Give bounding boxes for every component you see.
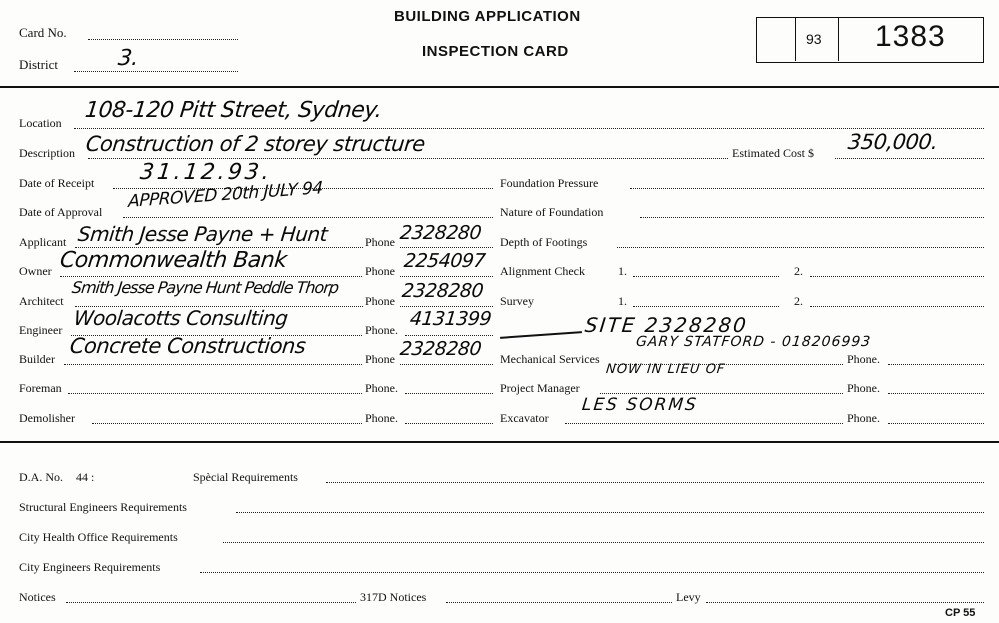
- project-manager-phone-field[interactable]: [888, 393, 984, 394]
- alignment-n2: 2.: [794, 264, 803, 278]
- structural-requirements-label: Structural Engineers Requirements: [19, 500, 187, 514]
- engineer-phone-label: Phone.: [365, 323, 398, 337]
- gary-note: GARY STATFORD - 018206993: [635, 334, 872, 350]
- depth-footings-label: Depth of Footings: [500, 235, 588, 249]
- form-title-line1: BUILDING APPLICATION: [394, 8, 581, 25]
- foreman-phone-label: Phone.: [365, 381, 398, 395]
- applicant-label: Applicant: [19, 235, 67, 249]
- alignment-field-1[interactable]: [633, 276, 779, 277]
- architect-value: Smith Jesse Payne Hunt Peddle Thorp: [71, 278, 340, 297]
- survey-n2: 2.: [794, 294, 803, 308]
- survey-label: Survey: [500, 294, 534, 308]
- les-note: LES SORMS: [580, 395, 699, 415]
- estimated-cost-field[interactable]: [835, 158, 984, 159]
- now-note: NOW IN LIEU OF: [605, 362, 727, 377]
- architect-label: Architect: [19, 294, 64, 308]
- notices-317d-field[interactable]: [446, 602, 672, 603]
- alignment-check-label: Alignment Check: [500, 264, 585, 278]
- alignment-n1: 1.: [618, 264, 627, 278]
- alignment-field-2[interactable]: [810, 276, 984, 277]
- description-label: Description: [19, 146, 75, 160]
- engineers-requirements-label: City Engineers Requirements: [19, 560, 161, 574]
- health-requirements-field[interactable]: [223, 542, 984, 543]
- form-title-line2: INSPECTION CARD: [422, 43, 569, 60]
- card-no-label: Card No.: [19, 25, 67, 40]
- builder-phone: 2328280: [398, 338, 483, 360]
- levy-label: Levy: [676, 590, 701, 604]
- card-no-field[interactable]: [88, 39, 238, 40]
- middle-divider: [0, 441, 999, 443]
- owner-field[interactable]: [60, 276, 362, 277]
- mechanical-phone-field[interactable]: [888, 364, 984, 365]
- district-field[interactable]: [74, 71, 238, 72]
- demolisher-phone-label: Phone.: [365, 411, 398, 425]
- excavator-phone-label: Phone.: [847, 411, 880, 425]
- special-requirements-label: Spècial Requirements: [193, 470, 298, 484]
- owner-phone-label: Phone: [365, 264, 395, 278]
- date-approval-field[interactable]: [123, 217, 493, 218]
- engineers-requirements-field[interactable]: [200, 572, 984, 573]
- engineer-phone: 4131399: [408, 308, 493, 330]
- builder-value: Concrete Constructions: [68, 334, 307, 358]
- builder-field[interactable]: [64, 364, 362, 365]
- district-label: District: [19, 57, 58, 72]
- owner-phone-field[interactable]: [400, 276, 493, 277]
- date-receipt-value: 31.12.93.: [138, 160, 274, 185]
- description-value: Construction of 2 storey structure: [84, 132, 427, 156]
- project-manager-field[interactable]: [600, 393, 843, 394]
- depth-footings-field[interactable]: [617, 247, 984, 248]
- engineer-value: Woolacotts Consulting: [72, 306, 289, 330]
- builder-phone-label: Phone: [365, 352, 395, 366]
- foundation-pressure-label: Foundation Pressure: [500, 176, 599, 190]
- nature-foundation-label: Nature of Foundation: [500, 205, 604, 219]
- mechanical-label: Mechanical Services: [500, 352, 600, 366]
- foreman-field[interactable]: [68, 393, 362, 394]
- location-field[interactable]: [74, 128, 984, 129]
- owner-label: Owner: [19, 264, 52, 278]
- date-receipt-label: Date of Receipt: [19, 176, 95, 190]
- nature-foundation-field[interactable]: [640, 217, 984, 218]
- form-code: CP 55: [945, 607, 976, 619]
- header-divider: [0, 86, 999, 88]
- notices-field[interactable]: [66, 602, 356, 603]
- da-no-label: D.A. No.: [19, 470, 63, 484]
- estimated-cost-label: Estimated Cost $: [732, 146, 814, 160]
- demolisher-label: Demolisher: [19, 411, 75, 425]
- location-label: Location: [19, 116, 62, 130]
- special-requirements-field[interactable]: [326, 482, 984, 483]
- foreman-phone-field[interactable]: [405, 393, 493, 394]
- owner-phone: 2254097: [402, 250, 487, 272]
- engineer-phone-field[interactable]: [405, 335, 493, 336]
- owner-value: Commonwealth Bank: [58, 248, 288, 273]
- excavator-field[interactable]: [565, 423, 843, 424]
- card-number: 1383: [875, 20, 946, 53]
- applicant-phone-field[interactable]: [400, 247, 493, 248]
- survey-field-1[interactable]: [633, 306, 779, 307]
- engineer-label: Engineer: [19, 323, 63, 337]
- survey-field-2[interactable]: [810, 306, 984, 307]
- builder-phone-field[interactable]: [400, 364, 493, 365]
- architect-phone-label: Phone: [365, 294, 395, 308]
- notices-label: Notices: [19, 590, 56, 604]
- location-value: 108-120 Pitt Street, Sydney.: [83, 98, 383, 123]
- project-manager-label: Project Manager: [500, 381, 580, 395]
- date-approval-value: APPROVED 20th JULY 94: [127, 178, 324, 212]
- da-no-value: 44 :: [76, 470, 95, 484]
- site-note: SITE 2328280: [583, 313, 750, 337]
- notices-317d-label: 317D Notices: [360, 590, 427, 604]
- mechanical-phone-label: Phone.: [847, 352, 880, 366]
- district-value: 3.: [116, 46, 140, 71]
- demolisher-phone-field[interactable]: [405, 423, 493, 424]
- excavator-label: Excavator: [500, 411, 549, 425]
- applicant-phone: 2328280: [398, 222, 483, 244]
- card-number-box: [756, 17, 984, 63]
- applicant-value: Smith Jesse Payne + Hunt: [76, 222, 329, 246]
- survey-n1: 1.: [618, 294, 627, 308]
- builder-label: Builder: [19, 352, 55, 366]
- structural-requirements-field[interactable]: [236, 512, 984, 513]
- foundation-pressure-field[interactable]: [630, 188, 984, 189]
- architect-phone: 2328280: [400, 280, 485, 302]
- levy-field[interactable]: [706, 602, 984, 603]
- demolisher-field[interactable]: [92, 423, 362, 424]
- applicant-phone-label: Phone: [365, 235, 395, 249]
- foreman-label: Foreman: [19, 381, 62, 395]
- estimated-cost-value: 350,000.: [846, 130, 939, 154]
- health-requirements-label: City Health Office Requirements: [19, 530, 178, 544]
- architect-phone-field[interactable]: [400, 306, 493, 307]
- date-approval-label: Date of Approval: [19, 205, 103, 219]
- description-field[interactable]: [88, 158, 728, 159]
- excavator-phone-field[interactable]: [888, 423, 984, 424]
- card-prefix: 93: [806, 31, 822, 47]
- project-manager-phone-label: Phone.: [847, 381, 880, 395]
- site-connector-line: [500, 331, 582, 339]
